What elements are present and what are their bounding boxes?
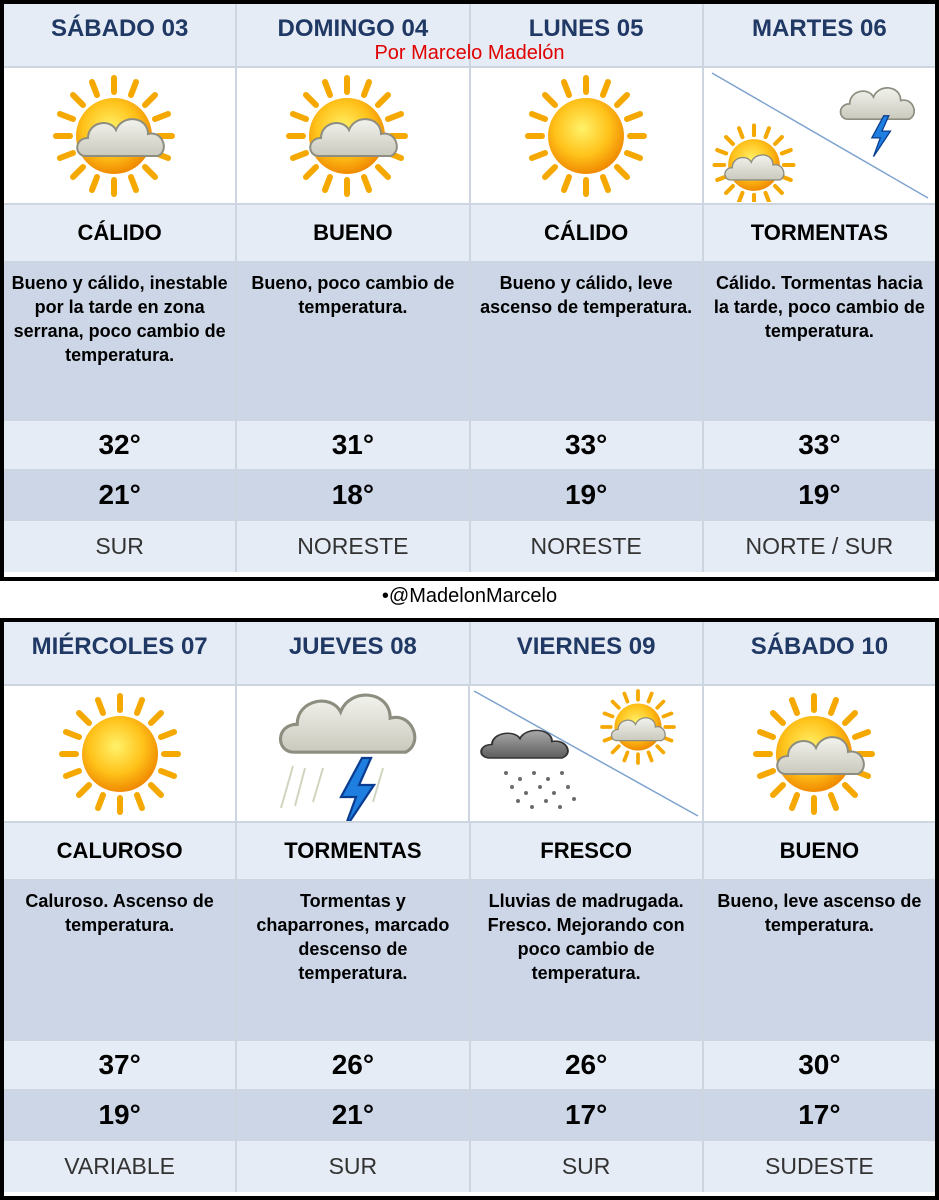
weather-summary: TORMENTAS: [237, 823, 470, 879]
weather-description: Bueno, poco cambio de temperatura.: [237, 263, 470, 419]
day-header: MARTES 06: [752, 15, 887, 42]
weather-summary: CÁLIDO: [4, 205, 237, 261]
sun-cloud-icon: [237, 68, 470, 203]
day-header: LUNES 05: [471, 4, 704, 66]
weather-description: Caluroso. Ascenso de temperatura.: [4, 881, 237, 1039]
weather-summary: CÁLIDO: [471, 205, 704, 261]
wind-direction: VARIABLE: [4, 1141, 237, 1192]
weather-description: Bueno, leve ascenso de temperatura.: [717, 891, 922, 935]
day-header: VIERNES 09: [471, 622, 704, 684]
min-temperature: 18°: [237, 471, 470, 519]
rain-then-sun-icon: [470, 686, 704, 821]
wind-direction: NORTE / SUR: [745, 533, 894, 559]
description-row: [4, 263, 935, 421]
weather-description: Bueno y cálido, leve ascenso de temperatura.: [471, 263, 704, 419]
max-temperature: 33°: [798, 429, 841, 460]
weather-description: Tormentas y chaparrones, marcado descenso de temperatura.: [237, 881, 470, 1039]
max-temperature: 32°: [4, 421, 237, 469]
day-header-row: [4, 622, 935, 686]
sun-icon: [4, 686, 237, 821]
min-temperature: 19°: [471, 471, 704, 519]
min-temp-row: [4, 1091, 935, 1141]
min-temperature: 21°: [4, 471, 237, 519]
author-credit: Por Marcelo Madelón: [374, 42, 565, 64]
sun-cloud-icon: [4, 68, 237, 203]
weather-summary: BUENO: [237, 205, 470, 261]
day-header: DOMINGO 04: [237, 4, 470, 66]
min-temperature: 17°: [471, 1091, 704, 1139]
wind-row: [4, 1141, 935, 1192]
max-temperature: 30°: [798, 1049, 841, 1080]
min-temperature: 21°: [237, 1091, 470, 1139]
day-header: SÁBADO 03: [4, 4, 237, 66]
forecast-table-week-1: [0, 0, 939, 581]
sun-icon: [471, 68, 704, 203]
summary-row: [4, 205, 935, 263]
weather-description: Bueno y cálido, inestable por la tarde en zona serrana, poco cambio de temperatura.: [4, 263, 237, 419]
max-temperature: 26°: [471, 1041, 704, 1089]
max-temperature: 26°: [237, 1041, 470, 1089]
weather-summary: FRESCO: [471, 823, 704, 879]
wind-direction: SUDESTE: [765, 1153, 874, 1179]
wind-direction: SUR: [471, 1141, 704, 1192]
forecast-table-week-2: [0, 618, 939, 1200]
weather-icon-row: [4, 686, 935, 823]
day-header: SÁBADO 10: [750, 633, 889, 660]
max-temp-row: [4, 1041, 935, 1091]
weather-description: Lluvias de madrugada. Fresco. Mejorando con poco cambio de temperatura.: [471, 881, 704, 1039]
storm-icon: [237, 686, 470, 821]
max-temperature: 37°: [4, 1041, 237, 1089]
day-header: JUEVES 08: [237, 622, 470, 684]
min-temperature: 19°: [4, 1091, 237, 1139]
sun-cloud-icon: [704, 686, 935, 821]
weather-summary: CALUROSO: [4, 823, 237, 879]
weather-summary: TORMENTAS: [750, 220, 889, 245]
sun-cloud-then-storm-icon: [704, 68, 935, 203]
max-temp-row: [4, 421, 935, 471]
min-temp-row: [4, 471, 935, 521]
social-handle: •@MadelonMarcelo: [381, 585, 558, 607]
weather-description: Cálido. Tormentas hacia la tarde, poco cambio de temperatura.: [713, 273, 925, 341]
wind-direction: NORESTE: [471, 521, 704, 572]
wind-direction: NORESTE: [237, 521, 470, 572]
day-header: MIÉRCOLES 07: [4, 622, 237, 684]
description-row: [4, 881, 935, 1041]
wind-direction: SUR: [237, 1141, 470, 1192]
min-temperature: 19°: [798, 479, 841, 510]
max-temperature: 31°: [237, 421, 470, 469]
summary-row: [4, 823, 935, 881]
wind-row: [4, 521, 935, 572]
max-temperature: 33°: [471, 421, 704, 469]
weather-summary: BUENO: [779, 838, 860, 863]
wind-direction: SUR: [4, 521, 237, 572]
min-temperature: 17°: [798, 1099, 841, 1130]
weather-icon-row: [4, 68, 935, 205]
